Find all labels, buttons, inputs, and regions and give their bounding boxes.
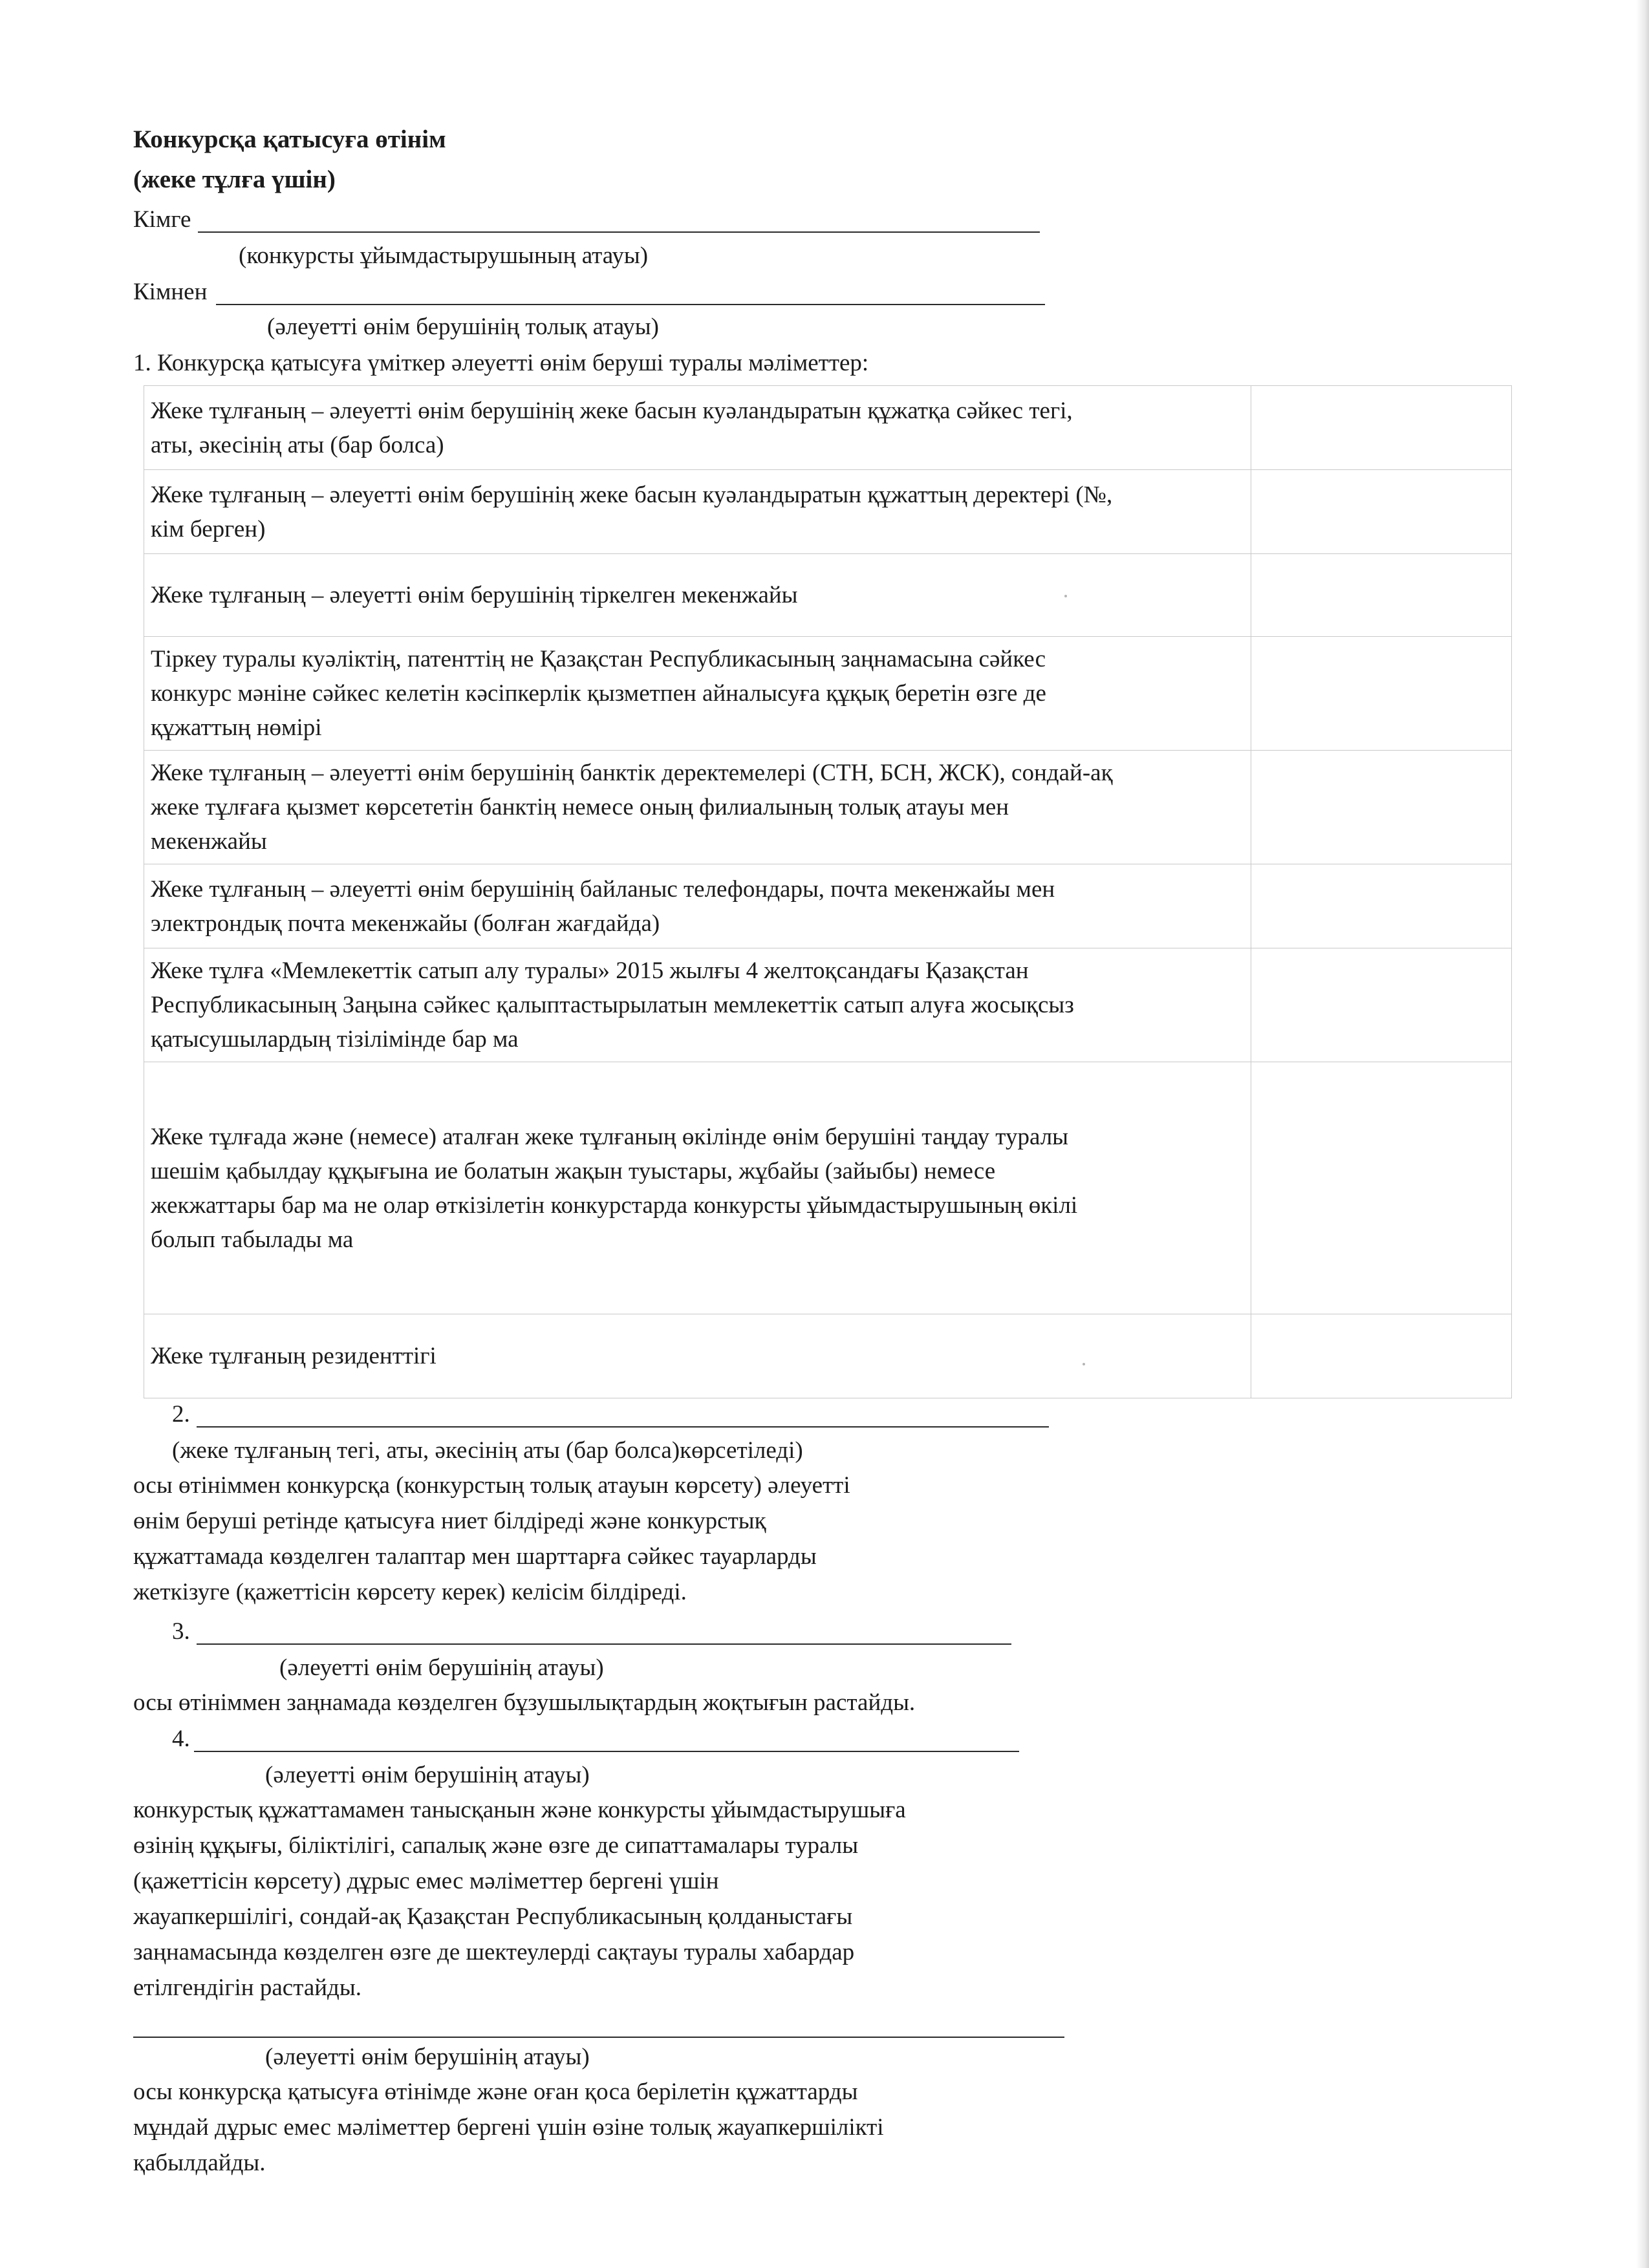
provider-info-table: [144, 385, 1512, 1398]
row-value-cell[interactable]: [1251, 637, 1512, 751]
table-row: [144, 386, 1512, 470]
section-1-title: 1. Конкурсқа қатысуға үміткер әлеуетті өнім беруші туралы мәліметтер:: [133, 350, 869, 376]
item-3-text: осы өтініммен заңнамада көзделген бұзушылықтардың жоқтығын растайды.: [133, 1689, 916, 1716]
row-value-cell[interactable]: [1251, 470, 1512, 554]
to-caption: (конкурсты ұйымдастырушының атауы): [239, 242, 649, 269]
row-label: Жеке тұлғаның – әлеуетті өнім берушінің банктік деректемелері (СТН, БСН, ЖСК), сондай-ақ жеке тұлғаға қызмет көрсететін банктің немесе оның филиалының толық атауы мен мекенжайы: [144, 751, 1251, 864]
table-row: [144, 864, 1512, 948]
item-4-number: 4.: [172, 1726, 190, 1752]
row-value-cell[interactable]: [1251, 386, 1512, 470]
row-value-cell[interactable]: [1251, 948, 1512, 1062]
row-label: Жеке тұлғада және (немесе) аталған жеке тұлғаның өкілінде өнім берушіні таңдау туралы шешім қабылдау құқығына ие болатын жақын туыстары, жұбайы (зайыбы) немесе жекжаттары бар ма не олар өткізілетін конкурстарда конкурсты ұйымдастырушының өкілі болып табылады ма: [144, 1062, 1251, 1314]
scan-speck: [1064, 595, 1067, 597]
row-label: Жеке тұлғаның – әлеуетті өнім берушінің байланыс телефондары, почта мекенжайы мен электрондық почта мекенжайы (болған жағдайда): [144, 864, 1251, 948]
item-3-caption: (әлеуетті өнім берушінің атауы): [279, 1654, 604, 1681]
row-label: Жеке тұлға «Мемлекеттік сатып алу туралы» 2015 жылғы 4 желтоқсандағы Қазақстан Республикасының Заңына сәйкес қалыптастырылатын мемлекеттік сатып алуға жосықсыз қатысушылардың тізілімінде бар ма: [144, 948, 1251, 1062]
table-row: [144, 1062, 1512, 1314]
form-title: Конкурсқа қатысуға өтінім: [133, 125, 446, 153]
table-row: [144, 1314, 1512, 1398]
item-3-input-line[interactable]: [197, 1643, 1011, 1645]
row-label: Жеке тұлғаның – әлеуетті өнім берушінің тіркелген мекенжайы: [144, 554, 1251, 637]
item-2-number: 2.: [172, 1401, 190, 1428]
row-value-cell[interactable]: [1251, 1314, 1512, 1398]
row-value-cell[interactable]: [1251, 751, 1512, 864]
row-label: Жеке тұлғаның – әлеуетті өнім берушінің жеке басын куәландыратын құжаттың деректері (№, кім берген): [144, 470, 1251, 554]
item-2-caption: (жеке тұлғаның тегі, аты, әкесінің аты (бар болса)көрсетіледі): [172, 1437, 803, 1464]
table-row: [144, 948, 1512, 1062]
row-label: Жеке тұлғаның резиденттігі: [144, 1314, 1251, 1398]
row-label: Тіркеу туралы куәліктің, патенттің не Қазақстан Республикасының заңнамасына сәйкес конкурс мәніне сәйкес келетін кәсіпкерлік қызметпен айналысуға құқық беретін өзге де құжаттың нөмірі: [144, 637, 1251, 751]
table-row: [144, 751, 1512, 864]
item-2-text: осы өтініммен конкурсқа (конкурстың толық атауын көрсету) әлеуетті өнім беруші ретінде қатысуға ниет білдіреді және конкурстық құжаттамада көзделген талаптар мен шарттарға сәйкес тауарларды жеткізуге (қажеттісін көрсету керек) келісім білдіреді.: [133, 1472, 850, 1605]
from-input-line[interactable]: [216, 304, 1045, 305]
row-label: Жеке тұлғаның – әлеуетті өнім берушінің жеке басын куәландыратын құжатқа сәйкес тегі, аты, әкесінің аты (бар болса): [144, 386, 1251, 470]
from-label: Кімнен: [133, 279, 208, 305]
item-5-input-line[interactable]: [133, 2037, 1064, 2038]
from-caption: (әлеуетті өнім берушінің толық атауы): [267, 314, 659, 340]
table-row: [144, 637, 1512, 751]
to-input-line[interactable]: [198, 231, 1040, 233]
to-label: Кімге: [133, 206, 191, 233]
scan-page-edge: [1636, 0, 1649, 2268]
item-5-text: осы конкурсқа қатысуға өтінімде және оған қоса берілетін құжаттарды мұндай дұрыс емес мәліметтер бергені үшін өзіне толық жауапкершілікті қабылдайды.: [133, 2079, 884, 2176]
item-5-caption: (әлеуетті өнім берушінің атауы): [265, 2044, 590, 2070]
table-row: [144, 470, 1512, 554]
table-row: [144, 554, 1512, 637]
row-value-cell[interactable]: [1251, 1062, 1512, 1314]
scan-speck: [1083, 1363, 1085, 1365]
item-4-caption: (әлеуетті өнім берушінің атауы): [265, 1762, 590, 1788]
form-subtitle: (жеке тұлға үшін): [133, 166, 336, 193]
item-4-input-line[interactable]: [194, 1751, 1019, 1752]
item-2-input-line[interactable]: [197, 1426, 1049, 1428]
row-value-cell[interactable]: [1251, 864, 1512, 948]
item-3-number: 3.: [172, 1618, 190, 1645]
item-4-text: конкурстық құжаттамамен танысқанын және конкурсты ұйымдастырушыға өзінің құқығы, біліктілігі, сапалық және өзге де сипаттамалары туралы (қажеттісін көрсету) дұрыс емес мәліметтер бергені үшін жауапкершілігі, сондай-ақ Қазақстан Республикасының қолданыстағы заңнамасында көзделген өзге де шектеулерді сақтауы туралы хабардар етілгендігін растайды.: [133, 1797, 906, 2001]
row-value-cell[interactable]: [1251, 554, 1512, 637]
